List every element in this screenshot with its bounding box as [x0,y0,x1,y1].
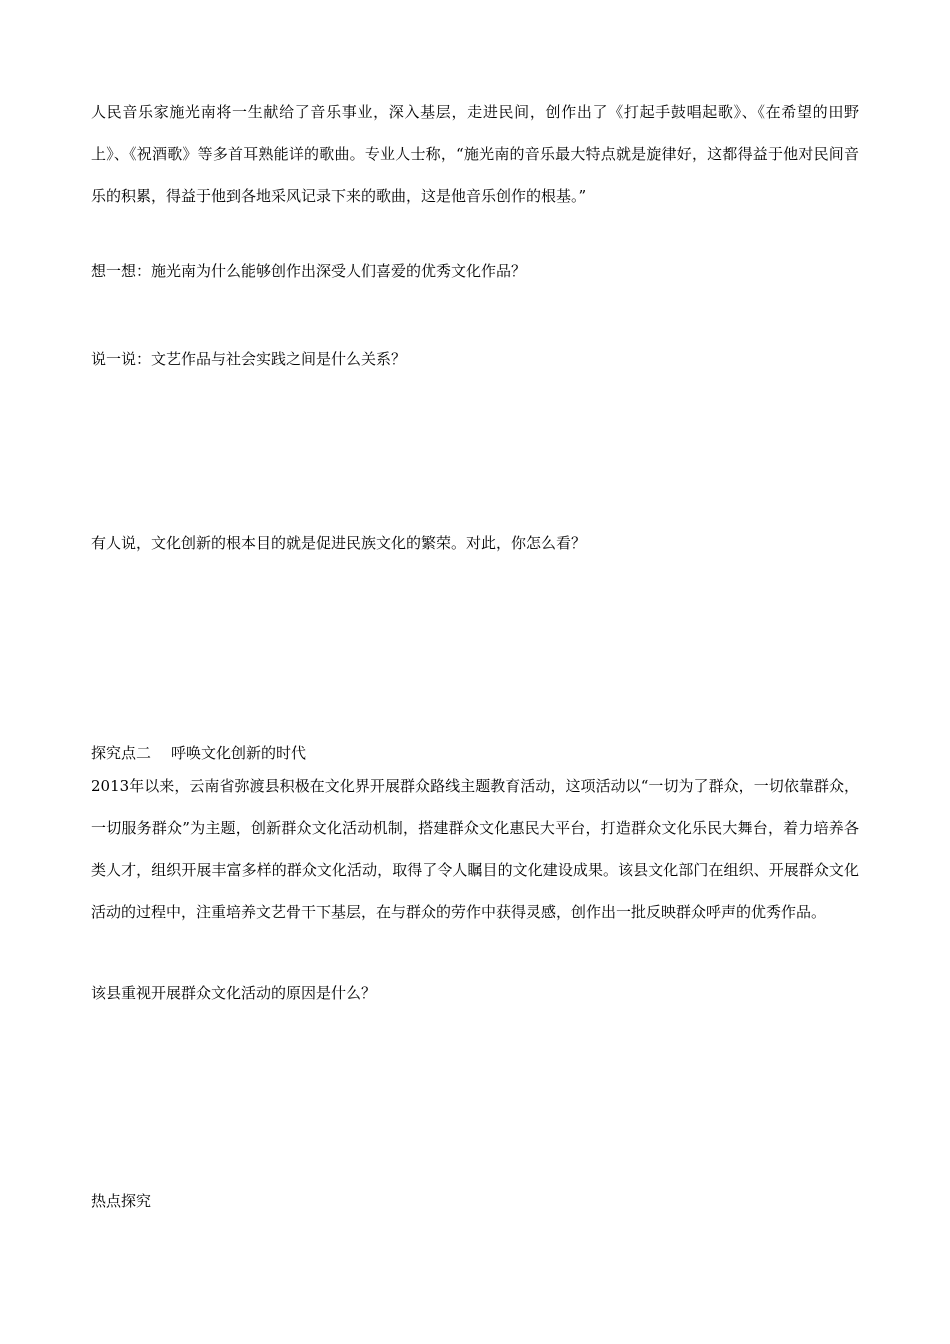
question-reason: 该县重视开展群众文化活动的原因是什么？ [91,984,377,1002]
question-think: 想一想：施光南为什么能够创作出深受人们喜爱的优秀文化作品？ [91,262,527,280]
section-heading-hot: 热点探究 [91,1192,152,1210]
intro-paragraph: 人民音乐家施光南将一生献给了音乐事业，深入基层，走进民间，创作出了《打起手鼓唱起歌》、《在希望的田野上》、《祝酒歌》等多首耳熟能详的歌曲。专业人士称，“施光南的音乐最大特点就是旋律好，这都得益于他对民间音乐的积累，得益于他到各地采风记录下来的歌曲，这是他音乐创作的根基。” [91,103,859,205]
section-label: 探究点二 [91,744,152,762]
section-heading-2 [91,741,859,765]
question-say: 说一说：文艺作品与社会实践之间是什么关系？ [91,350,407,368]
question-view: 有人说，文化创新的根本目的就是促进民族文化的繁荣。对此，你怎么看？ [91,534,587,552]
section-title: 呼唤文化创新的时代 [171,744,307,762]
case-paragraph: 2013年以来，云南省弥渡县积极在文化界开展群众路线主题教育活动，这项活动以“一切为了群众，一切依靠群众，一切服务群众”为主题，创新群众文化活动机制，搭建群众文化惠民大平台，打造群众文化乐民大舞台，着力培养各类人才，组织开展丰富多样的群众文化活动，取得了令人瞩目的文化建设成果。该县文化部门在组织、开展群众文化活动的过程中，注重培养文艺骨干下基层，在与群众的劳作中获得灵感，创作出一批反映群众呼声的优秀作品。 [91,777,859,921]
